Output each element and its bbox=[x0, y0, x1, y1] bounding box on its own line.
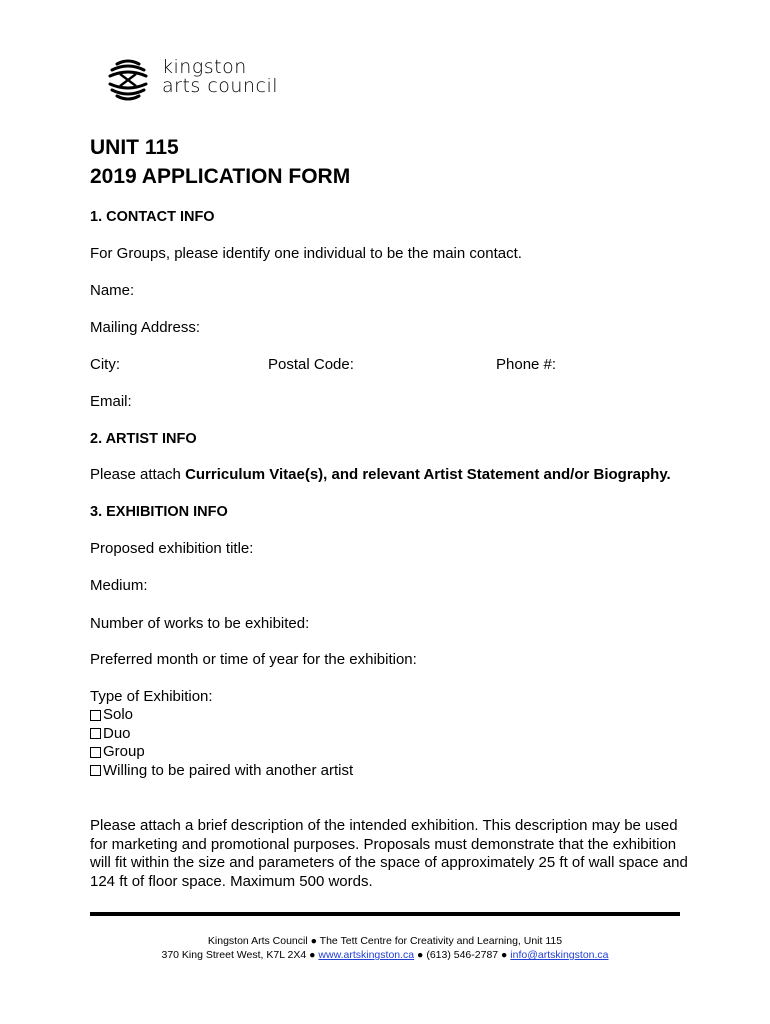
option-group[interactable]: Group bbox=[90, 743, 353, 762]
option-duo[interactable]: Duo bbox=[90, 725, 353, 744]
email-link[interactable]: info@artskingston.ca bbox=[510, 949, 609, 961]
artist-attach-instructions: Please attach Curriculum Vitae(s), and relevant Artist Statement and/or Biography. bbox=[90, 466, 671, 483]
footer-line-contact: 370 King Street West, K7L 2X4 ● www.artskingston.ca ● (613) 546-2787 ● info@artskingston.ca bbox=[161, 949, 609, 961]
mailing-address-label: Mailing Address: bbox=[90, 319, 201, 336]
checkbox-icon[interactable] bbox=[90, 765, 101, 776]
logo-wordmark: kingston arts council bbox=[162, 56, 279, 97]
website-link[interactable]: www.artskingston.ca bbox=[318, 949, 415, 961]
footer-line-organization: Kingston Arts Council ● The Tett Centre for Creativity and Learning, Unit 115 bbox=[207, 935, 563, 947]
exhibition-description-instructions: Please attach a brief description of the intended exhibition. This description may be used for marketing and promotional purposes. Proposals must demonstrate that the exhibition will fit within the size and parameters of the space of approximately 25 ft of wall space and 124 ft of floor space. Maximum 500 words. bbox=[90, 817, 688, 890]
section-heading-artist: 2. ARTIST INFO bbox=[90, 431, 197, 447]
checkbox-icon[interactable] bbox=[90, 728, 101, 739]
exhibition-type-options bbox=[90, 706, 353, 780]
checkbox-icon[interactable] bbox=[90, 710, 101, 721]
option-solo[interactable]: Solo bbox=[90, 706, 353, 725]
email-label: Email: bbox=[90, 393, 132, 410]
contact-intro: For Groups, please identify one individual to be the main contact. bbox=[90, 245, 522, 262]
exhibition-type-label: Type of Exhibition: bbox=[90, 688, 213, 705]
medium-label: Medium: bbox=[90, 577, 148, 594]
page-title-form: 2019 APPLICATION FORM bbox=[90, 165, 351, 188]
number-of-works-label: Number of works to be exhibited: bbox=[90, 615, 310, 632]
phone-label: Phone #: bbox=[496, 356, 557, 373]
section-heading-contact: 1. CONTACT INFO bbox=[90, 209, 215, 225]
kingston-arts-council-logo bbox=[104, 56, 304, 104]
name-label: Name: bbox=[90, 282, 135, 299]
footer-divider bbox=[90, 912, 680, 916]
page-title-unit: UNIT 115 bbox=[90, 136, 179, 159]
section-heading-exhibition: 3. EXHIBITION INFO bbox=[90, 504, 228, 520]
preferred-month-label: Preferred month or time of year for the exhibition: bbox=[90, 651, 417, 668]
postal-code-label: Postal Code: bbox=[268, 356, 354, 373]
option-paired[interactable]: Willing to be paired with another artist bbox=[90, 762, 353, 781]
checkbox-icon[interactable] bbox=[90, 747, 101, 758]
city-label: City: bbox=[90, 356, 120, 373]
exhibition-title-label: Proposed exhibition title: bbox=[90, 540, 254, 557]
logo-mark-icon bbox=[104, 56, 152, 104]
